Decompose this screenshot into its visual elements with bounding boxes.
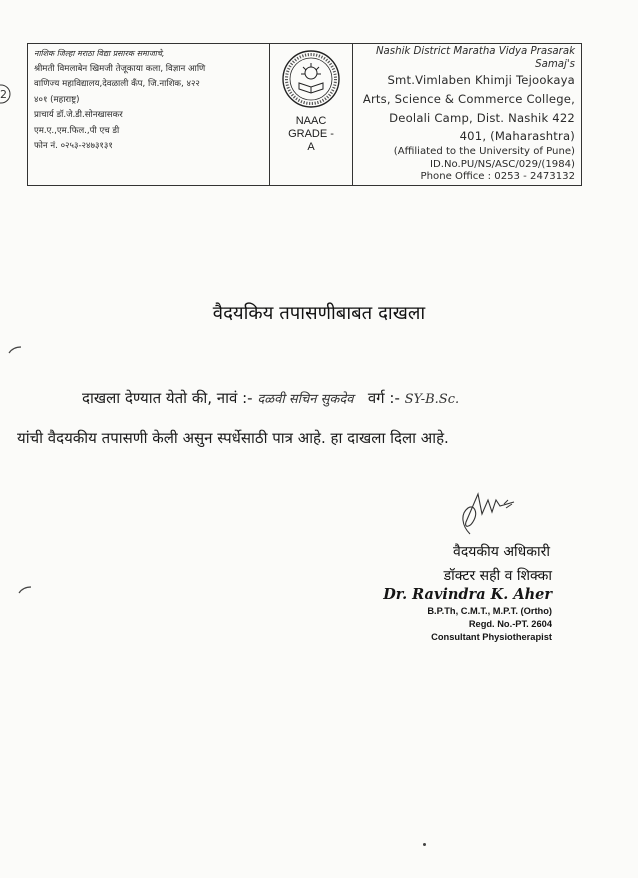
- margin-number: 2: [0, 88, 7, 101]
- naac-line: GRADE -: [288, 128, 334, 140]
- naac-line: A: [307, 141, 315, 153]
- college-name-line: Arts, Science & Commerce College,: [362, 91, 575, 106]
- naac-line: NAAC: [295, 115, 327, 127]
- class-handwritten: SY-B.Sc.: [404, 392, 460, 407]
- doctor-registration: Regd. No.-PT. 2604: [468, 619, 552, 629]
- address-line: Deolali Camp, Dist. Nashik 422: [389, 110, 575, 125]
- letterhead-marathi-line: ४०१ (महाराष्ट्र): [34, 94, 80, 105]
- letterhead-marathi-line: फोन नं. ०२५३-२४७३१३१: [34, 141, 113, 151]
- line1-prefix: दाखला देण्यात येतो की, नावं :-: [82, 389, 253, 407]
- medical-officer-label: वैदयकीय अधिकारी: [453, 544, 550, 560]
- letterhead-marathi-line: वाणिज्य महाविद्यालय,देवळाली कँप, जि.नाशिक, ४२२: [34, 79, 200, 89]
- college-name-line: Smt.Vimlaben Khimji Tejookaya: [387, 73, 575, 87]
- society-name-suffix: Samaj's: [535, 59, 575, 70]
- certificate-title: वैदयकिय तपासणीबाबत दाखला: [212, 303, 426, 324]
- class-label: वर्ग :-: [367, 389, 400, 407]
- doctor-stamp: [383, 585, 552, 644]
- letterhead-marathi: [28, 44, 270, 185]
- doctor-sign-stamp-label: डॉक्टर सही व शिक्का: [443, 568, 552, 584]
- naac-grade: [270, 115, 352, 154]
- college-emblem-icon: [281, 49, 341, 109]
- address-line: 401, (Maharashtra): [459, 129, 575, 144]
- signatory-roles: [444, 540, 552, 588]
- student-name-handwritten: दळवी सचिन सुकदेव: [257, 392, 354, 407]
- id-number: ID.No.PU/NS/ASC/029/(1984): [430, 158, 575, 170]
- doctor-qualifications: B.P.Th, C.M.T., M.P.T. (Ortho): [427, 606, 552, 616]
- letterhead-marathi-line: प्राचार्य डॉ.जे.डी.सोनखासकर: [34, 110, 123, 120]
- letterhead-english: [353, 44, 581, 185]
- doctor-designation: Consultant Physiotherapist: [431, 632, 552, 642]
- doctor-signature: [448, 478, 520, 540]
- margin-number-mark: [0, 83, 14, 105]
- certificate-line-1: [82, 388, 459, 408]
- punch-mark-icon: [18, 586, 32, 594]
- phone-office: Phone Office : 0253 - 2473132: [420, 171, 575, 182]
- scan-speck: [423, 843, 426, 846]
- letterhead-marathi-line: श्रीमती विमलाबेन खिमजी तेजूकाया कला, विज्ञान आणि: [34, 63, 206, 74]
- letterhead-marathi-line: नाशिक जिल्हा मराठा विद्या प्रसारक समाजाचे,: [34, 49, 165, 58]
- letterhead: [27, 43, 582, 186]
- letterhead-logo-column: [270, 44, 353, 185]
- punch-mark-icon: [8, 346, 22, 354]
- doctor-name: Dr. Ravindra K. Aher: [383, 586, 552, 603]
- society-name: Nashik District Maratha Vidya Prasarak: [375, 46, 575, 57]
- affiliation: (Affiliated to the University of Pune): [393, 146, 575, 158]
- certificate-line-2: यांची वैदयकीय तपासणी केली असुन स्पर्धेसाठी पात्र आहे. हा दाखला दिला आहे.: [17, 429, 449, 447]
- letterhead-marathi-line: एम.ए.,एम.फिल.,पी एच डी: [34, 125, 120, 136]
